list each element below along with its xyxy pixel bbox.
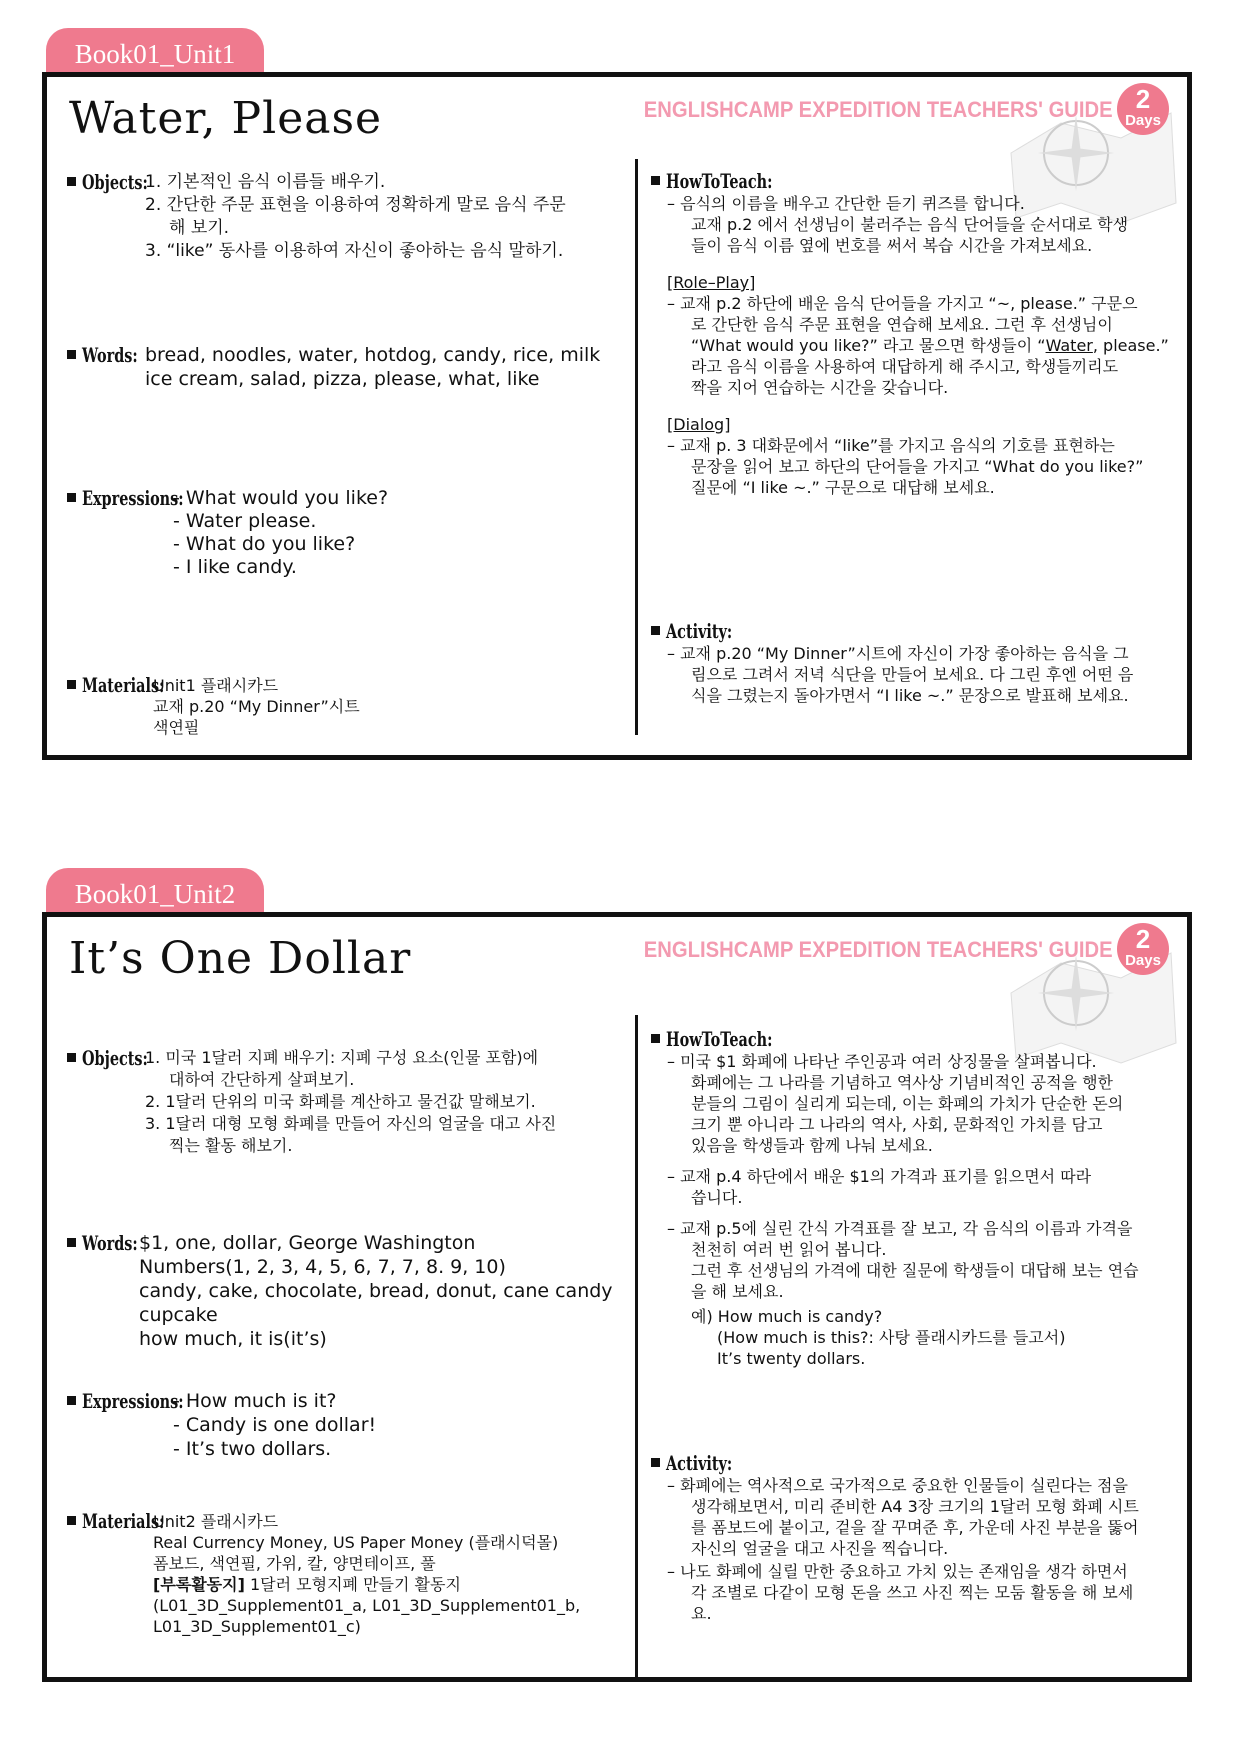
list-item: – 교재 p.5에 실린 간식 가격표를 잘 보고, 각 음식의 이름과 가격을 xyxy=(667,1219,1133,1238)
activity-label: Activity: xyxy=(666,1451,733,1475)
guide-title: ENGLISHCAMP EXPEDITION TEACHERS' GUIDE xyxy=(644,937,1113,962)
howtoteach-label: HowToTeach: xyxy=(666,1027,773,1051)
list-item: 질문에 “I like ~.” 구문으로 대답해 보세요. xyxy=(691,478,995,497)
words-label: Words: xyxy=(82,343,138,367)
list-item: 자신의 얼굴을 대고 사진을 찍습니다. xyxy=(691,1539,949,1558)
bullet-square-icon xyxy=(651,626,660,635)
expressions-label: Expressions: xyxy=(82,486,184,510)
list-item: 식을 그렸는지 돌아가면서 “I like ~.” 문장으로 발표해 보세요. xyxy=(691,686,1129,705)
list-item: - I like candy. xyxy=(173,556,297,578)
list-item: cupcake xyxy=(139,1304,218,1326)
list-item: - Water please. xyxy=(173,510,317,532)
list-item: – 교재 p.4 하단에서 배운 $1의 가격과 표기를 읽으면서 따라 xyxy=(667,1167,1092,1186)
list-item: 1. 기본적인 음식 이름들 배우기. xyxy=(145,172,386,192)
list-item: – 나도 화폐에 실릴 만한 중요하고 가치 있는 존재임을 생각 하면서 xyxy=(667,1562,1128,1581)
unit1-card xyxy=(42,72,1192,760)
unit2-title: It’s One Dollar xyxy=(69,933,412,984)
list-item: - What would you like? xyxy=(173,487,389,509)
unit1-objects xyxy=(67,171,627,263)
list-item: – 미국 $1 화폐에 나타난 주인공과 여러 상징물을 살펴봅니다. xyxy=(667,1052,1097,1071)
list-item: 폼보드, 색연필, 가위, 칼, 양면테이프, 풀 xyxy=(153,1554,436,1573)
bullet-square-icon xyxy=(67,1053,76,1062)
list-item: 크기 뿐 아니라 그 나라의 역사, 사회, 문화적인 가치를 담고 xyxy=(691,1115,1103,1134)
list-item: - What do you like? xyxy=(173,533,356,555)
list-item: 천천히 여러 번 읽어 봅니다. xyxy=(691,1240,887,1259)
materials-label: Materials: xyxy=(82,673,165,697)
unit2-words xyxy=(67,1231,632,1351)
unit2-objects xyxy=(67,1047,632,1157)
list-item: 림으로 그려서 저녁 식단을 만들어 보세요. 다 그린 후엔 어떤 음 xyxy=(691,665,1134,684)
expressions-label: Expressions: xyxy=(82,1389,184,1413)
list-item: $1, one, dollar, George Washington xyxy=(139,1232,476,1254)
list-item: - How much is it? xyxy=(173,1390,337,1412)
unit1-tab: Book01_Unit1 xyxy=(46,28,264,80)
days-label: Days xyxy=(1125,112,1161,129)
list-item: 그런 후 선생님의 가격에 대한 질문에 학생들이 대답해 보는 연습 xyxy=(691,1261,1139,1280)
unit1-title: Water, Please xyxy=(69,93,383,144)
list-item: 각 조별로 다같이 모형 돈을 쓰고 사진 찍는 모둠 활동을 해 보세 xyxy=(691,1583,1134,1602)
list-item: 문장을 읽어 보고 하단의 단어들을 가지고 “What do you like?” xyxy=(691,457,1144,476)
list-item: 1. 미국 1달러 지폐 배우기: 지폐 구성 요소(인물 포함)에 xyxy=(145,1048,539,1067)
example-line: It’s twenty dollars. xyxy=(717,1349,866,1368)
dialog-label: [Dialog] xyxy=(667,415,731,434)
list-item: 대하여 간단하게 살펴보기. xyxy=(169,1070,355,1089)
list-item: how much, it is(it’s) xyxy=(139,1328,327,1350)
list-item: Unit2 플래시카드 xyxy=(153,1512,279,1531)
bullet-square-icon xyxy=(651,1458,660,1467)
list-item: 찍는 활동 해보기. xyxy=(169,1136,293,1155)
list-item: 해 보기. xyxy=(169,218,230,238)
bullet-square-icon xyxy=(67,350,76,359)
list-item: ice cream, salad, pizza, please, what, like xyxy=(145,368,540,390)
bullet-square-icon xyxy=(651,1034,660,1043)
list-item: 2. 1달러 단위의 미국 화폐를 계산하고 물건값 말해보기. xyxy=(145,1092,536,1111)
list-item: Unit1 플래시카드 xyxy=(153,676,279,695)
list-item: Numbers(1, 2, 3, 4, 5, 6, 7, 7, 8. 9, 10) xyxy=(139,1256,506,1278)
howtoteach-label: HowToTeach: xyxy=(666,169,773,193)
bullet-square-icon xyxy=(67,177,76,186)
guide-title: ENGLISHCAMP EXPEDITION TEACHERS' GUIDE xyxy=(644,97,1113,122)
bullet-square-icon xyxy=(67,1516,76,1525)
days-number: 2 xyxy=(1135,924,1151,954)
list-item: – 교재 p.20 “My Dinner”시트에 자신이 가장 좋아하는 음식을 그 xyxy=(667,644,1129,663)
list-item: 라고 음식 이름을 사용하여 대답하게 해 주시고, 학생들끼리도 xyxy=(691,357,1119,376)
list-item: [부록활동지] 1달러 모형지폐 만들기 활동지 xyxy=(153,1575,461,1594)
list-item: 씁니다. xyxy=(691,1188,743,1207)
days-badge xyxy=(1117,83,1169,135)
list-item: 짝을 지어 연습하는 시간을 갖습니다. xyxy=(691,378,949,397)
objects-label: Objects: xyxy=(82,1046,148,1070)
list-item: L01_3D_Supplement01_c) xyxy=(153,1617,361,1636)
list-item: 생각해보면서, 미리 준비한 A4 3장 크기의 1달러 모형 화폐 시트 xyxy=(691,1497,1139,1516)
list-item: “What would you like?” 라고 물으면 학생들이 “Water, please.” xyxy=(691,336,1169,355)
list-item: bread, noodles, water, hotdog, candy, rice, milk xyxy=(145,344,601,366)
column-divider xyxy=(635,159,638,735)
unit2-materials xyxy=(67,1511,632,1637)
bullet-square-icon xyxy=(67,1238,76,1247)
list-item: – 교재 p.2 하단에 배운 음식 단어들을 가지고 “~, please.” 구문으 xyxy=(667,294,1138,313)
unit1-activity xyxy=(651,621,1171,706)
list-item: 화폐에는 그 나라를 기념하고 역사상 기념비적인 공적을 행한 xyxy=(691,1073,1114,1092)
list-item: Real Currency Money, US Paper Money (플래시덕몰) xyxy=(153,1533,559,1552)
column-divider xyxy=(635,1015,638,1677)
unit1-expressions xyxy=(67,487,627,579)
days-badge xyxy=(1117,923,1169,975)
list-item: 있음을 학생들과 함께 나눠 보세요. xyxy=(691,1136,933,1155)
activity-label: Activity: xyxy=(666,619,733,643)
bullet-square-icon xyxy=(651,176,660,185)
list-item: 3. “like” 동사를 이용하여 자신이 좋아하는 음식 말하기. xyxy=(145,241,564,261)
list-item: - Candy is one dollar! xyxy=(173,1414,377,1436)
unit1-materials xyxy=(67,675,627,738)
unit2-card xyxy=(42,912,1192,1682)
roleplay-label: [Role–Play] xyxy=(667,273,756,292)
list-item: 로 간단한 음식 주문 표현을 연습해 보세요. 그런 후 선생님이 xyxy=(691,315,1113,334)
list-item: 를 폼보드에 붙이고, 겉을 잘 꾸며준 후, 가운데 사진 부분을 뚫어 xyxy=(691,1518,1139,1537)
list-item: 들이 음식 이름 옆에 번호를 써서 복습 시간을 가져보세요. xyxy=(691,236,1093,255)
bullet-square-icon xyxy=(67,493,76,502)
unit1-words xyxy=(67,343,627,391)
words-label: Words: xyxy=(82,1231,138,1255)
unit1-howtoteach xyxy=(651,171,1171,498)
list-item: – 화폐에는 역사적으로 국가적으로 중요한 인물들이 실린다는 점을 xyxy=(667,1476,1128,1495)
list-item: 교재 p.2 에서 선생님이 불러주는 음식 단어들을 순서대로 학생 xyxy=(691,215,1129,234)
materials-label: Materials: xyxy=(82,1509,165,1533)
unit2-expressions xyxy=(67,1389,632,1461)
list-item: 분들의 그림이 실리게 되는데, 이는 화폐의 가치가 단순한 돈의 xyxy=(691,1094,1124,1113)
list-item: 3. 1달러 대형 모형 화폐를 만들어 자신의 얼굴을 대고 사진 xyxy=(145,1114,557,1133)
bullet-square-icon xyxy=(67,680,76,689)
list-item: (L01_3D_Supplement01_a, L01_3D_Supplement01_b, xyxy=(153,1596,581,1615)
unit2-tab: Book01_Unit2 xyxy=(46,868,264,920)
list-item: – 음식의 이름을 배우고 간단한 듣기 퀴즈를 합니다. xyxy=(667,194,1025,213)
objects-label: Objects: xyxy=(82,170,148,194)
days-label: Days xyxy=(1125,952,1161,969)
list-item: 2. 간단한 주문 표현을 이용하여 정확하게 말로 음식 주문 xyxy=(145,195,566,215)
list-item: 요. xyxy=(691,1604,712,1623)
list-item: 교재 p.20 “My Dinner”시트 xyxy=(153,697,360,716)
list-item: 을 해 보세요. xyxy=(691,1282,784,1301)
bullet-square-icon xyxy=(67,1396,76,1405)
list-item: candy, cake, chocolate, bread, donut, cane candy xyxy=(139,1280,613,1302)
unit2-howtoteach xyxy=(651,1029,1176,1369)
days-number: 2 xyxy=(1135,84,1151,114)
list-item: – 교재 p. 3 대화문에서 “like”를 가지고 음식의 기호를 표현하는 xyxy=(667,436,1115,455)
unit2-activity xyxy=(651,1453,1176,1624)
list-item: - It’s two dollars. xyxy=(173,1438,332,1460)
example-line: (How much is this?: 사탕 플래시카드를 들고서) xyxy=(717,1328,1066,1347)
example-line: 예) How much is candy? xyxy=(691,1307,883,1326)
list-item: 색연필 xyxy=(153,718,200,737)
